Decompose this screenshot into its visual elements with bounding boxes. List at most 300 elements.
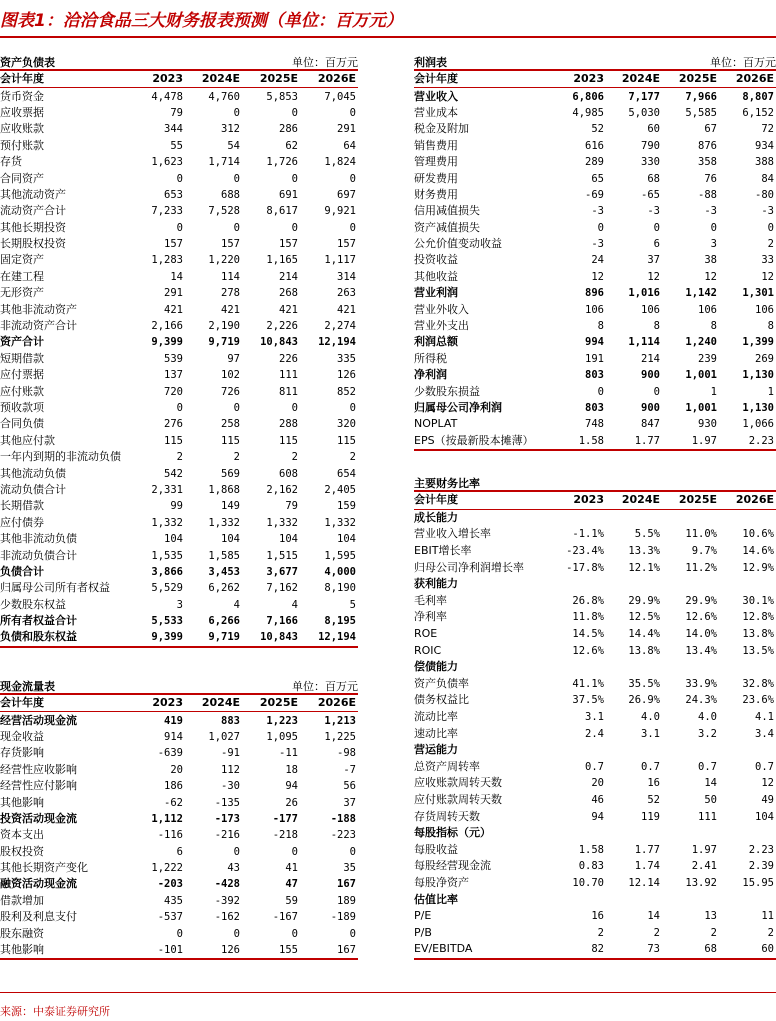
balance-sheet-title: 资产负债表 <box>0 56 55 69</box>
row-label: P/B <box>414 925 432 939</box>
value-cell: -216 <box>214 829 240 842</box>
table-row <box>0 433 358 449</box>
value-cell: 616 <box>585 139 604 152</box>
value-cell: 5,030 <box>628 106 660 119</box>
value-cell: 14 <box>170 270 183 283</box>
value-cell: 29.9% <box>685 594 717 607</box>
value-cell: -65 <box>641 188 660 201</box>
value-cell: 3,677 <box>266 565 298 578</box>
value-cell: 79 <box>285 500 298 513</box>
value-cell: -3 <box>704 205 717 218</box>
row-label: 所有者权益合计 <box>0 614 77 628</box>
row-label: 研发费用 <box>414 171 458 185</box>
value-cell: 748 <box>585 418 604 431</box>
row-label: 货币资金 <box>0 89 44 103</box>
balance-sheet-table <box>0 69 358 648</box>
table-row <box>0 236 358 252</box>
value-cell: 0.7 <box>698 760 717 773</box>
value-cell: 1,714 <box>208 156 240 169</box>
value-cell: 54 <box>227 139 240 152</box>
row-label: 其他长期资产变化 <box>0 861 88 875</box>
cash-flow-panel <box>0 676 358 960</box>
value-cell: 50 <box>704 793 717 806</box>
value-cell: 20 <box>170 763 183 776</box>
table-row <box>0 285 358 301</box>
value-cell: 0 <box>176 221 183 234</box>
income-statement-table <box>414 69 776 451</box>
value-cell: 1,130 <box>742 402 774 414</box>
row-label: 负债和股东权益 <box>0 629 128 646</box>
value-cell: 335 <box>337 352 356 365</box>
table-row <box>414 334 776 350</box>
value-cell: 6,266 <box>208 615 240 628</box>
value-cell: 35.5% <box>628 677 660 690</box>
row-label: 营业利润 <box>414 286 458 300</box>
cash-flow-unit: 单位：百万元 <box>292 680 358 693</box>
value-cell: 16 <box>647 777 660 790</box>
value-cell: -135 <box>214 796 240 809</box>
value-cell: 115 <box>337 434 356 447</box>
value-cell: -173 <box>214 812 240 825</box>
value-cell: 12.5% <box>628 611 660 624</box>
value-cell: 10,843 <box>242 629 300 646</box>
value-cell: 11.8% <box>572 611 604 624</box>
header-label-cell: 会计年度 <box>414 70 548 88</box>
value-cell: 4,985 <box>572 106 604 119</box>
table-row <box>414 433 776 450</box>
value-cell: 4.0 <box>698 711 717 724</box>
value-cell: 1 <box>767 385 774 398</box>
table-header-row <box>414 491 776 509</box>
value-cell: 13.8% <box>742 628 774 641</box>
table-row <box>0 778 358 794</box>
table-header-row <box>0 694 358 712</box>
value-cell: 13.3% <box>628 545 660 558</box>
value-cell: 1,240 <box>685 336 717 349</box>
table-row <box>0 318 358 334</box>
value-cell: 1 <box>710 385 717 398</box>
balance-sheet-panel <box>0 52 358 648</box>
table-row <box>414 383 776 399</box>
table-row <box>414 875 776 892</box>
table-row <box>0 105 358 121</box>
value-cell: 149 <box>221 500 240 513</box>
value-cell <box>606 742 662 759</box>
value-cell: 0 <box>653 221 660 234</box>
row-label: 营业收入 <box>414 89 458 103</box>
ratios-panel <box>414 473 776 960</box>
value-cell: 344 <box>164 123 183 136</box>
value-cell: 1,223 <box>266 714 298 727</box>
row-label: 归母公司净利润增长率 <box>414 560 524 574</box>
row-label: ROIC <box>414 643 442 657</box>
row-label: 速动比率 <box>414 726 458 740</box>
header-year-cell: 2023 <box>548 70 606 88</box>
value-cell: 1,399 <box>742 336 774 349</box>
value-cell <box>606 891 662 908</box>
value-cell: 914 <box>164 730 183 743</box>
value-cell: 6,806 <box>572 90 604 103</box>
value-cell: 12 <box>761 777 774 790</box>
value-cell: 697 <box>337 188 356 201</box>
value-cell: 55 <box>170 139 183 152</box>
value-cell: 13.8% <box>628 644 660 657</box>
figure-title: 图表1：洽洽食品三大财务报表预测（单位：百万元） <box>0 8 776 38</box>
value-cell: 1,142 <box>685 287 717 300</box>
value-cell: 5,853 <box>266 90 298 103</box>
table-row <box>0 138 358 154</box>
value-cell: 189 <box>337 894 356 907</box>
value-cell: 24.3% <box>685 694 717 707</box>
value-cell <box>719 576 776 593</box>
table-row <box>414 121 776 137</box>
row-label: 经营活动现金流 <box>0 713 77 727</box>
value-cell: 1,001 <box>685 369 717 382</box>
value-cell: 1,165 <box>266 254 298 267</box>
row-label: 少数股东损益 <box>414 384 480 398</box>
value-cell: 320 <box>337 418 356 431</box>
value-cell: 12.1% <box>628 561 660 574</box>
value-cell: 291 <box>164 287 183 300</box>
table-row <box>414 659 776 676</box>
value-cell: 6,152 <box>742 106 774 119</box>
value-cell: 1,112 <box>151 812 183 825</box>
value-cell: 286 <box>279 123 298 136</box>
value-cell: 1,726 <box>266 156 298 169</box>
table-row <box>0 580 358 596</box>
value-cell: 52 <box>591 123 604 136</box>
value-cell: 1,095 <box>266 730 298 743</box>
value-cell: 0 <box>176 402 183 414</box>
value-cell: 2,331 <box>151 483 183 496</box>
table-row <box>0 400 358 416</box>
row-label: EV/EBITDA <box>414 941 548 959</box>
value-cell: -7 <box>343 763 356 776</box>
row-label: 应收账款周转天数 <box>414 776 502 790</box>
value-cell: 268 <box>279 287 298 300</box>
value-cell: 157 <box>164 238 183 251</box>
table-row <box>414 924 776 941</box>
value-cell: 876 <box>698 139 717 152</box>
row-label: 其他流动负债 <box>0 466 66 480</box>
row-label: 其他影响 <box>0 795 44 809</box>
value-cell: 883 <box>221 714 240 727</box>
value-cell <box>719 509 776 526</box>
value-cell: 9,921 <box>324 205 356 218</box>
value-cell: 1.74 <box>634 860 660 873</box>
table-row <box>414 252 776 268</box>
value-cell: 2 <box>767 926 774 939</box>
value-cell: 64 <box>343 139 356 152</box>
value-cell: 67 <box>704 123 717 136</box>
row-label: 流动资产合计 <box>0 204 66 218</box>
row-label: 股利及利息支付 <box>0 910 77 924</box>
value-cell: 13.5% <box>742 644 774 657</box>
value-cell: 37 <box>343 796 356 809</box>
value-cell: 102 <box>221 369 240 382</box>
value-cell: 214 <box>641 352 660 365</box>
row-label: 长期借款 <box>0 499 44 513</box>
value-cell: 2,190 <box>208 320 240 333</box>
table-row <box>0 203 358 219</box>
value-cell: 94 <box>285 780 298 793</box>
value-cell: -188 <box>330 812 356 825</box>
value-cell: 1,283 <box>151 254 183 267</box>
value-cell: 14.6% <box>742 545 774 558</box>
header-year-cell: 2026E <box>719 491 776 509</box>
row-label: 债务权益比 <box>414 693 469 707</box>
value-cell: 2.23 <box>748 843 774 856</box>
value-cell: 84 <box>761 172 774 185</box>
row-label: 短期借款 <box>0 351 44 365</box>
value-cell: 14 <box>647 910 660 923</box>
row-label: 财务费用 <box>414 187 458 201</box>
table-row <box>414 792 776 809</box>
header-year-cell: 2023 <box>548 491 606 509</box>
row-label: 资产负债率 <box>414 676 469 690</box>
row-label: 非流动负债合计 <box>0 548 77 562</box>
value-cell: 1,027 <box>208 730 240 743</box>
value-cell: 29.9% <box>628 594 660 607</box>
table-row <box>414 269 776 285</box>
value-cell: 691 <box>279 188 298 201</box>
header-year-cell: 2026E <box>300 694 358 712</box>
value-cell: -101 <box>128 942 185 959</box>
table-row <box>0 482 358 498</box>
row-label: 借款增加 <box>0 893 44 907</box>
value-cell: 1.97 <box>691 843 717 856</box>
value-cell: 12.14 <box>628 876 660 889</box>
value-cell: 3 <box>710 238 717 251</box>
value-cell: 330 <box>641 156 660 169</box>
table-row <box>0 220 358 236</box>
value-cell <box>606 576 662 593</box>
value-cell: 1,595 <box>324 549 356 562</box>
value-cell: 2.23 <box>719 433 776 450</box>
header-year-cell: 2026E <box>719 70 776 88</box>
value-cell: 7,166 <box>266 615 298 628</box>
table-row <box>0 712 358 729</box>
value-cell: 23.6% <box>742 694 774 707</box>
value-cell: 0 <box>291 402 298 414</box>
income-statement-panel <box>414 52 776 451</box>
table-row <box>414 236 776 252</box>
value-cell <box>548 742 606 759</box>
row-label: 现金收益 <box>0 729 44 743</box>
header-year-cell: 2025E <box>662 491 719 509</box>
row-label: 其他非流动负债 <box>0 532 77 546</box>
value-cell: 6,262 <box>208 582 240 595</box>
table-row <box>0 613 358 629</box>
table-row <box>0 564 358 580</box>
value-cell: 41.1% <box>572 677 604 690</box>
value-cell: 115 <box>221 434 240 447</box>
value-cell: 52 <box>647 793 660 806</box>
value-cell: 186 <box>164 780 183 793</box>
table-row <box>414 138 776 154</box>
value-cell: 106 <box>755 303 774 316</box>
value-cell: 11 <box>761 910 774 923</box>
table-row <box>414 742 776 759</box>
row-label: 资产减值损失 <box>414 220 480 234</box>
value-cell: -1.1% <box>572 528 604 541</box>
row-label: 公允价值变动收益 <box>414 237 502 251</box>
value-cell: 43 <box>227 862 240 875</box>
value-cell: 37 <box>647 254 660 267</box>
value-cell: 0 <box>349 106 356 119</box>
row-label: 归属母公司所有者权益 <box>0 581 110 595</box>
value-cell: 2,405 <box>324 483 356 496</box>
value-cell: 49 <box>761 793 774 806</box>
value-cell: 2 <box>233 451 240 464</box>
table-row <box>0 515 358 531</box>
row-label: P/E <box>414 909 432 923</box>
value-cell: 930 <box>698 418 717 431</box>
value-cell: -98 <box>337 747 356 760</box>
row-label: EPS（按最新股本摊薄） <box>414 433 548 450</box>
section-label: 每股指标（元） <box>414 826 491 840</box>
value-cell: 1,220 <box>208 254 240 267</box>
row-label: 其他影响 <box>0 942 128 959</box>
table-row <box>0 351 358 367</box>
value-cell: 0 <box>349 927 356 940</box>
value-cell: 115 <box>279 434 298 447</box>
value-cell: 159 <box>337 500 356 513</box>
value-cell: -11 <box>279 747 298 760</box>
value-cell: 59 <box>285 894 298 907</box>
value-cell: 1,001 <box>685 402 717 414</box>
table-header-row <box>0 70 358 88</box>
value-cell: 73 <box>606 941 662 959</box>
table-row <box>0 121 358 137</box>
value-cell: 8,617 <box>266 205 298 218</box>
value-cell: 38 <box>704 254 717 267</box>
value-cell: 1,332 <box>324 516 356 529</box>
header-year-cell: 2025E <box>242 694 300 712</box>
value-cell: 26 <box>285 796 298 809</box>
value-cell: 3.1 <box>585 711 604 724</box>
value-cell: 688 <box>221 188 240 201</box>
value-cell: 388 <box>755 156 774 169</box>
value-cell: 6 <box>653 238 660 251</box>
value-cell: 8,807 <box>742 90 774 103</box>
value-cell: 47 <box>285 878 298 891</box>
cash-flow-title: 现金流量表 <box>0 680 55 693</box>
row-label: 资本支出 <box>0 828 44 842</box>
value-cell: 12.8% <box>742 611 774 624</box>
row-label: 投资收益 <box>414 253 458 267</box>
table-row <box>414 676 776 693</box>
row-label: 营业成本 <box>414 105 458 119</box>
value-cell: 157 <box>337 238 356 251</box>
table-row <box>0 334 358 350</box>
row-label: EBIT增长率 <box>414 544 472 558</box>
row-label: 存货周转天数 <box>414 809 480 823</box>
footer-divider <box>0 992 776 993</box>
value-cell: 278 <box>221 287 240 300</box>
table-row <box>0 893 358 909</box>
value-cell: 269 <box>755 352 774 365</box>
value-cell: 263 <box>337 287 356 300</box>
value-cell: 900 <box>641 369 660 382</box>
table-row <box>0 860 358 876</box>
value-cell: 126 <box>185 942 242 959</box>
value-cell: 421 <box>221 303 240 316</box>
value-cell: 119 <box>641 810 660 823</box>
value-cell <box>719 742 776 759</box>
value-cell: 4 <box>291 598 298 611</box>
header-label-cell: 会计年度 <box>0 694 128 712</box>
value-cell: 0 <box>291 172 298 185</box>
value-cell: -3 <box>647 205 660 218</box>
value-cell: 0.83 <box>578 860 604 873</box>
value-cell: 155 <box>242 942 300 959</box>
value-cell: 11.2% <box>685 561 717 574</box>
value-cell: 13.4% <box>685 644 717 657</box>
table-row <box>414 775 776 792</box>
value-cell: 2 <box>291 451 298 464</box>
table-row <box>0 269 358 285</box>
row-label: 非流动资产合计 <box>0 319 77 333</box>
table-row <box>0 925 358 941</box>
value-cell: 1,868 <box>208 483 240 496</box>
value-cell: 654 <box>337 467 356 480</box>
value-cell: 12 <box>704 270 717 283</box>
value-cell: 6 <box>176 845 183 858</box>
table-row <box>414 908 776 925</box>
value-cell: 7,045 <box>324 90 356 103</box>
table-row <box>0 367 358 383</box>
value-cell: 608 <box>279 467 298 480</box>
value-cell: 104 <box>164 533 183 546</box>
value-cell <box>719 825 776 842</box>
value-cell: 12 <box>647 270 660 283</box>
value-cell: 0 <box>291 845 298 858</box>
row-label: 固定资产 <box>0 253 44 267</box>
table-row <box>0 301 358 317</box>
value-cell: 258 <box>221 418 240 431</box>
value-cell: 191 <box>585 352 604 365</box>
value-cell: 8 <box>710 320 717 333</box>
row-label: 毛利率 <box>414 593 447 607</box>
header-year-cell: 2024E <box>185 70 242 88</box>
row-label: 其他应付款 <box>0 433 55 447</box>
value-cell: 94 <box>591 810 604 823</box>
value-cell: 12,194 <box>300 629 358 646</box>
row-label: 应收票据 <box>0 105 44 119</box>
value-cell: 26.9% <box>628 694 660 707</box>
table-row <box>0 909 358 925</box>
value-cell: 4.0 <box>641 711 660 724</box>
value-cell: 20 <box>591 777 604 790</box>
value-cell: 720 <box>164 385 183 398</box>
table-row <box>414 416 776 432</box>
value-cell: 2,166 <box>151 320 183 333</box>
row-label: 营业外收入 <box>414 302 469 316</box>
value-cell: 0.7 <box>755 760 774 773</box>
value-cell: 60 <box>719 941 776 959</box>
value-cell: 72 <box>761 123 774 136</box>
value-cell: 1,213 <box>324 714 356 727</box>
value-cell: 1,824 <box>324 156 356 169</box>
header-year-cell: 2026E <box>300 70 358 88</box>
value-cell: 32.8% <box>742 677 774 690</box>
value-cell: 112 <box>221 763 240 776</box>
value-cell: 4 <box>233 598 240 611</box>
value-cell: 33.9% <box>685 677 717 690</box>
table-row <box>0 597 358 613</box>
value-cell: 5 <box>349 598 356 611</box>
